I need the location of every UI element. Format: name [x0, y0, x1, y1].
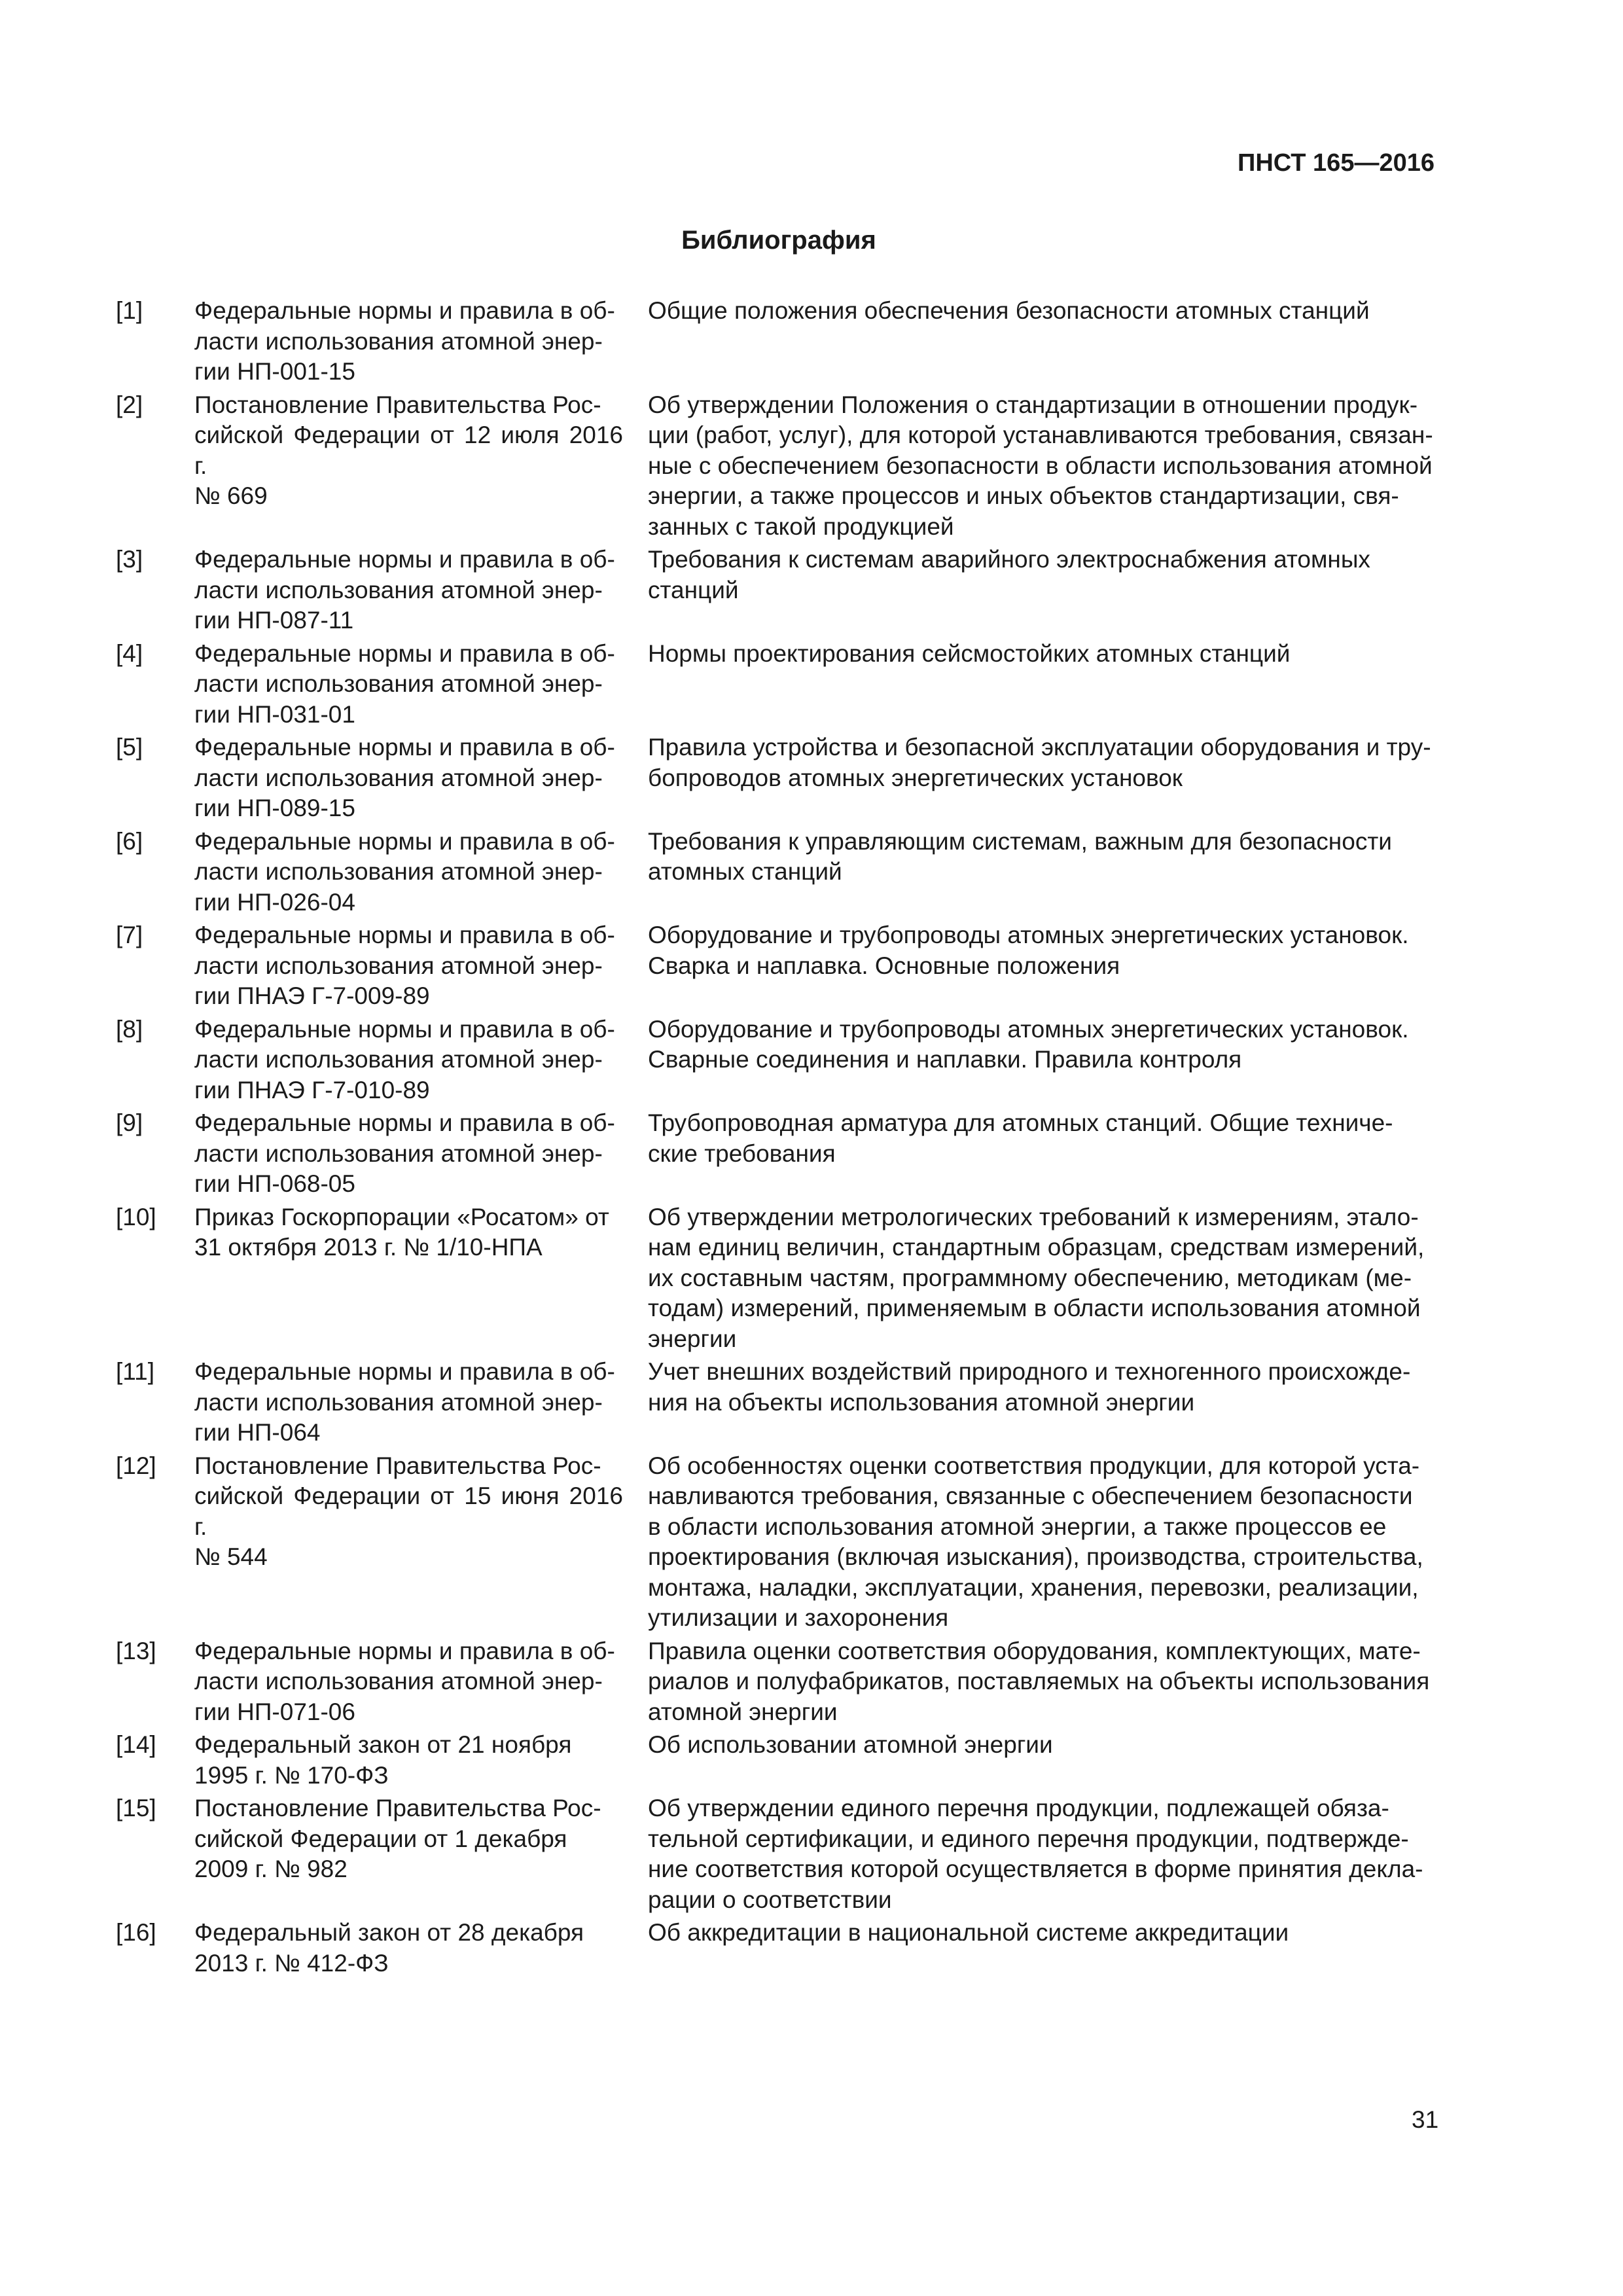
reference-entry	[116, 1636, 1446, 1728]
reference-title: Общие положения обеспечения безопасности атомных станций	[648, 297, 1370, 324]
reference-number: [2]	[116, 391, 143, 418]
reference-entry	[116, 1357, 1446, 1448]
reference-source: Постановление Правительства Рос- сийской Федерации от 12 июля 2016 г. № 669	[194, 391, 623, 509]
document-code: ПНСТ 165—2016	[1238, 149, 1435, 177]
reference-title: Требования к управляющим системам, важным для безопасности атомных станций	[648, 827, 1392, 885]
reference-entry	[116, 732, 1446, 824]
reference-number: [13]	[116, 1637, 156, 1664]
reference-source: Федеральные нормы и правила в об- ласти использования атомной энер- гии ПНАЭ Г-7-010-89	[194, 1015, 615, 1103]
reference-number: [14]	[116, 1731, 156, 1758]
reference-title: Об аккредитации в национальной системе аккредитации	[648, 1919, 1289, 1946]
reference-entry	[116, 1793, 1446, 1915]
reference-source: Федеральные нормы и правила в об- ласти использования атомной энер- гии НП-071-06	[194, 1637, 615, 1725]
reference-source: Федеральный закон от 21 ноября 1995 г. № 170-ФЗ	[194, 1731, 572, 1789]
reference-entry	[116, 1730, 1446, 1791]
reference-number: [3]	[116, 546, 143, 573]
reference-entry	[116, 296, 1446, 387]
reference-source: Федеральные нормы и правила в об- ласти использования атомной энер- гии НП-026-04	[194, 827, 615, 916]
reference-title: Об использовании атомной энергии	[648, 1731, 1053, 1758]
reference-title: Требования к системам аварийного электроснабжения атомных станций	[648, 546, 1370, 603]
reference-source: Федеральные нормы и правила в об- ласти использования атомной энер- гии ПНАЭ Г-7-009-89	[194, 922, 615, 1009]
reference-title: Оборудование и трубопроводы атомных энергетических установок. Сварные соединения и наплавки. Правила контроля	[648, 1015, 1409, 1073]
reference-entry	[116, 920, 1446, 1012]
reference-title: Об особенностях оценки соответствия продукции, для которой уста- навливаются требования, связанные с обеспечением безопасности в области использования атомной энергии, а также процессов ее проектирования (включая изыскания), производства, строительства, монтажа, наладки, эксплуатации, хранения, перевозки, реализации, утилизации и захоронения	[648, 1452, 1423, 1631]
reference-title: Об утверждении метрологических требований к измерениям, этало- нам единиц величин, стандартным образцам, средствам измерений, их составным частям, программному обеспечению, методикам (ме- тодам) измерений, применяемым в области использования атомной энергии	[648, 1203, 1425, 1352]
reference-source: Постановление Правительства Рос- сийской Федерации от 1 декабря 2009 г. № 982	[194, 1795, 601, 1882]
reference-source: Приказ Госкорпорации «Росатом» от 31 октября 2013 г. № 1/10-НПА	[194, 1203, 609, 1261]
page-number: 31	[1412, 2106, 1439, 2133]
reference-title: Об утверждении единого перечня продукции, подлежащей обяза- тельной сертификации, и единого перечня продукции, подтвержде- ние соответствия которой осуществляется в форме принятия декла- рации о соответствии	[648, 1795, 1423, 1913]
reference-source: Федеральные нормы и правила в об- ласти использования атомной энер- гии НП-001-15	[194, 297, 615, 385]
reference-number: [7]	[116, 922, 143, 948]
reference-source: Федеральные нормы и правила в об- ласти использования атомной энер- гии НП-068-05	[194, 1109, 615, 1197]
reference-entry	[116, 390, 1446, 543]
reference-source: Постановление Правительства Рос- сийской Федерации от 15 июня 2016 г. № 544	[194, 1452, 623, 1570]
reference-number: [6]	[116, 827, 143, 855]
reference-number: [10]	[116, 1203, 156, 1230]
reference-title: Оборудование и трубопроводы атомных энергетических установок. Сварка и наплавка. Основные положения	[648, 922, 1409, 979]
reference-entry	[116, 1451, 1446, 1634]
reference-title: Правила оценки соответствия оборудования, комплектующих, мате- риалов и полуфабрикатов, поставляемых на объекты использования атомной энергии	[648, 1637, 1430, 1725]
reference-entry	[116, 639, 1446, 730]
reference-number: [9]	[116, 1109, 143, 1136]
reference-entry	[116, 1202, 1446, 1355]
reference-entry	[116, 1108, 1446, 1200]
reference-number: [12]	[116, 1452, 156, 1479]
reference-source: Федеральные нормы и правила в об- ласти использования атомной энер- гии НП-089-15	[194, 734, 615, 821]
reference-number: [4]	[116, 639, 143, 667]
page-title: Библиография	[681, 226, 876, 255]
reference-number: [15]	[116, 1795, 156, 1821]
reference-source: Федеральные нормы и правила в об- ласти использования атомной энер- гии НП-064	[194, 1358, 615, 1446]
reference-entry	[116, 1918, 1446, 1979]
reference-entry	[116, 545, 1446, 636]
reference-source: Федеральные нормы и правила в об- ласти использования атомной энер- гии НП-087-11	[194, 546, 615, 634]
reference-number: [8]	[116, 1015, 143, 1043]
reference-title: Трубопроводная арматура для атомных станций. Общие техниче- ские требования	[648, 1109, 1393, 1167]
reference-title: Нормы проектирования сейсмостойких атомных станций	[648, 639, 1291, 667]
bibliography-list	[116, 296, 1446, 1981]
reference-title: Учет внешних воздействий природного и техногенного происхожде- ния на объекты использования атомной энергии	[648, 1358, 1411, 1416]
reference-number: [5]	[116, 734, 143, 761]
reference-title: Об утверждении Положения о стандартизации в отношении продук- ции (работ, услуг), для которой устанавливаются требования, связан- ные с обеспечением безопасности в области использования атомной энергии, а также процессов и иных объектов стандартизации, свя- занных с такой продукцией	[648, 391, 1433, 540]
reference-entry	[116, 1014, 1446, 1106]
reference-source: Федеральный закон от 28 декабря 2013 г. № 412-ФЗ	[194, 1919, 584, 1977]
reference-number: [16]	[116, 1919, 156, 1946]
reference-number: [11]	[116, 1358, 154, 1385]
reference-source: Федеральные нормы и правила в об- ласти использования атомной энер- гии НП-031-01	[194, 639, 615, 728]
reference-number: [1]	[116, 297, 143, 324]
reference-entry	[116, 827, 1446, 918]
reference-title: Правила устройства и безопасной эксплуатации оборудования и тру- бопроводов атомных энергетических установок	[648, 734, 1431, 791]
